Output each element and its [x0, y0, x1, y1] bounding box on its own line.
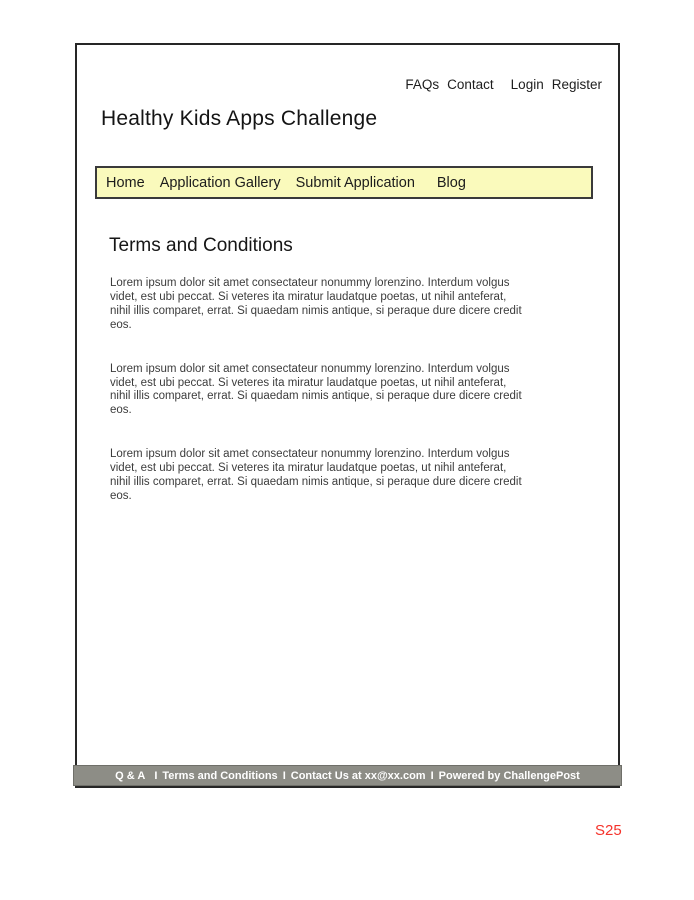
terms-content	[110, 277, 522, 534]
footer-link-powered-by-challengepost[interactable]: Powered by ChallengePost	[438, 769, 580, 782]
nav-item-blog[interactable]: Blog	[436, 174, 466, 191]
footer-link-qa[interactable]: Q & A	[115, 769, 146, 782]
site-title: Healthy Kids Apps Challenge	[101, 107, 378, 130]
header-link-faqs[interactable]: FAQs	[405, 77, 440, 92]
page-frame	[75, 43, 620, 788]
header-link-register[interactable]: Register	[551, 77, 602, 92]
nav-item-application-gallery[interactable]: Application Gallery	[159, 174, 281, 191]
footer-separator: I	[430, 769, 434, 782]
terms-paragraph: Lorem ipsum dolor sit amet consectateur nonummy lorenzino. Interdum volgus videt, est ubi peccat. Si veteres ita miratur laudatque poetas, ut nihil anteferat, nihil illis comparet, errat. Si quaedam nimis antique, si peraque dure dicere credit eos.	[110, 277, 522, 331]
footer-bar	[73, 765, 622, 786]
footer-link-contact-us[interactable]: Contact Us at xx@xx.com	[290, 769, 426, 782]
header-link-login[interactable]: Login	[510, 77, 544, 92]
nav-item-submit-application[interactable]: Submit Application	[295, 174, 415, 191]
footer-link-terms-and-conditions[interactable]: Terms and Conditions	[162, 769, 278, 782]
page-title-terms-and-conditions: Terms and Conditions	[109, 235, 293, 256]
terms-paragraph: Lorem ipsum dolor sit amet consectateur nonummy lorenzino. Interdum volgus videt, est ubi peccat. Si veteres ita miratur laudatque poetas, ut nihil anteferat, nihil illis comparet, errat. Si quaedam nimis antique, si peraque dure dicere credit eos.	[110, 362, 522, 417]
terms-paragraph: Lorem ipsum dolor sit amet consectateur nonummy lorenzino. Interdum volgus videt, est ubi peccat. Si veteres ita miratur laudatque poetas, ut nihil anteferat, nihil illis comparet, errat. Si quaedam nimis antique, si peraque dure dicere credit eos.	[110, 448, 522, 502]
header-link-contact[interactable]: Contact	[447, 77, 494, 92]
nav-item-home[interactable]: Home	[106, 174, 145, 191]
header-links	[405, 77, 602, 92]
slide-label: S25	[595, 822, 622, 839]
footer-separator: I	[282, 769, 286, 782]
footer-separator: I	[154, 769, 158, 782]
main-nav	[95, 166, 593, 199]
